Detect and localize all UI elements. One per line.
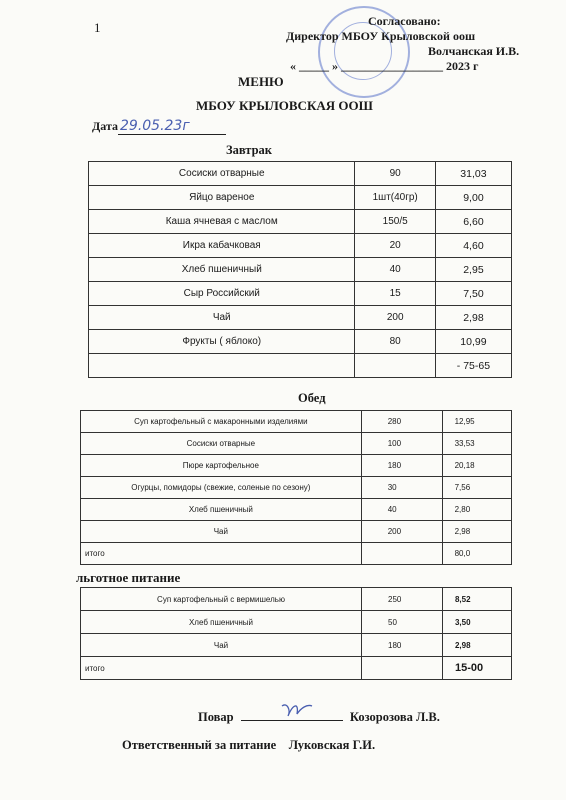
lunch-title: Обед <box>298 391 326 405</box>
table-row <box>81 411 512 433</box>
item-name: Сосиски отварные <box>81 433 362 455</box>
table-row <box>81 611 512 634</box>
table-row <box>81 433 512 455</box>
item-name: Фрукты ( яблоко) <box>89 330 355 354</box>
handwritten-signature <box>279 700 315 722</box>
preferential-title: льготное питание <box>76 570 181 585</box>
item-name: Чай <box>81 521 362 543</box>
item-quantity: 180 <box>361 455 442 477</box>
item-price: 6,60 <box>435 210 511 234</box>
table-row <box>81 588 512 611</box>
item-price: 9,00 <box>435 186 511 210</box>
responsible-row <box>122 738 375 753</box>
item-price: 7,50 <box>435 282 511 306</box>
item-quantity: 20 <box>355 234 435 258</box>
responsible-name: Луковская Г.И. <box>288 738 376 752</box>
table-row <box>81 521 512 543</box>
item-name: Суп картофельный с макаронными изделиями <box>81 411 362 433</box>
item-quantity: 180 <box>362 634 443 657</box>
item-price: 2,98 <box>442 634 511 657</box>
item-price: 12,95 <box>442 411 511 433</box>
item-quantity <box>355 354 435 378</box>
total-label: итого <box>81 543 362 565</box>
item-name: Яйцо вареное <box>89 186 355 210</box>
item-name: Хлеб пшеничный <box>89 258 355 282</box>
approval-heading: Согласовано: <box>368 14 441 28</box>
item-quantity: 1шт(40гр) <box>355 186 435 210</box>
table-row <box>81 455 512 477</box>
item-price: 3,50 <box>442 611 511 634</box>
responsible-label: Ответственный за питание <box>122 738 277 752</box>
item-quantity: 90 <box>355 162 435 186</box>
item-price: 8,52 <box>442 588 511 611</box>
lunch-table <box>80 410 512 565</box>
item-quantity: 50 <box>362 611 443 634</box>
item-name: Икра кабачковая <box>89 234 355 258</box>
item-quantity: 250 <box>362 588 443 611</box>
item-price: 2,95 <box>435 258 511 282</box>
table-row <box>89 186 512 210</box>
total-row <box>81 657 512 680</box>
item-name: Каша ячневая с маслом <box>89 210 355 234</box>
item-quantity: 30 <box>361 477 442 499</box>
item-name: Суп картофельный с вермишелью <box>81 588 362 611</box>
date-value: 29.05.23г <box>118 118 226 135</box>
table-row <box>89 306 512 330</box>
item-name: Огурцы, помидоры (свежие, соленые по сезону) <box>81 477 362 499</box>
breakfast-title: Завтрак <box>226 143 272 157</box>
item-name: Пюре картофельное <box>81 455 362 477</box>
item-price: 10,99 <box>435 330 511 354</box>
item-price: 33,53 <box>442 433 511 455</box>
item-quantity: 200 <box>361 521 442 543</box>
item-price: 2,98 <box>435 306 511 330</box>
item-price: 2,98 <box>442 521 511 543</box>
total-price: 80,0 <box>442 543 511 565</box>
table-row <box>89 234 512 258</box>
table-row <box>89 330 512 354</box>
item-name: Сыр Российский <box>89 282 355 306</box>
table-row <box>89 354 512 378</box>
signature-line <box>241 710 343 721</box>
page-number: 1 <box>94 20 101 35</box>
item-price: - 75-65 <box>435 354 511 378</box>
date-label: Дата <box>92 119 118 133</box>
school-name: МБОУ КРЫЛОВСКАЯ ООШ <box>196 98 373 113</box>
preferential-table <box>80 587 512 680</box>
item-price: 31,03 <box>435 162 511 186</box>
item-quantity: 200 <box>355 306 435 330</box>
table-row <box>89 210 512 234</box>
table-row <box>81 634 512 657</box>
item-price: 4,60 <box>435 234 511 258</box>
item-name: Чай <box>89 306 355 330</box>
item-price: 2,80 <box>442 499 511 521</box>
total-row <box>81 543 512 565</box>
item-name <box>89 354 355 378</box>
total-quantity <box>361 543 442 565</box>
item-price: 7,56 <box>442 477 511 499</box>
total-quantity <box>362 657 443 680</box>
item-price: 20,18 <box>442 455 511 477</box>
item-quantity: 280 <box>361 411 442 433</box>
total-price: 15-00 <box>442 657 511 680</box>
table-row <box>89 162 512 186</box>
item-name: Сосиски отварные <box>89 162 355 186</box>
date-row <box>92 118 226 134</box>
cook-signature-row <box>198 710 440 725</box>
approval-date-line: « _____ » _________________ 2023 г <box>290 59 479 73</box>
total-label: итого <box>81 657 362 680</box>
item-name: Чай <box>81 634 362 657</box>
item-name: Хлеб пшеничный <box>81 499 362 521</box>
item-quantity: 40 <box>361 499 442 521</box>
breakfast-table <box>88 161 512 378</box>
table-row <box>81 499 512 521</box>
table-row <box>89 282 512 306</box>
cook-label: Повар <box>198 710 234 724</box>
page-title: МЕНЮ <box>238 74 284 89</box>
item-quantity: 150/5 <box>355 210 435 234</box>
cook-name: Козорозова Л.В. <box>349 710 440 724</box>
item-quantity: 40 <box>355 258 435 282</box>
approval-director-name: Волчанская И.В. <box>428 44 520 58</box>
approval-block <box>280 14 520 74</box>
table-row <box>81 477 512 499</box>
item-name: Хлеб пшеничный <box>81 611 362 634</box>
approval-director: Директор МБОУ Крыловской оош <box>286 29 476 43</box>
item-quantity: 80 <box>355 330 435 354</box>
item-quantity: 15 <box>355 282 435 306</box>
item-quantity: 100 <box>361 433 442 455</box>
table-row <box>89 258 512 282</box>
